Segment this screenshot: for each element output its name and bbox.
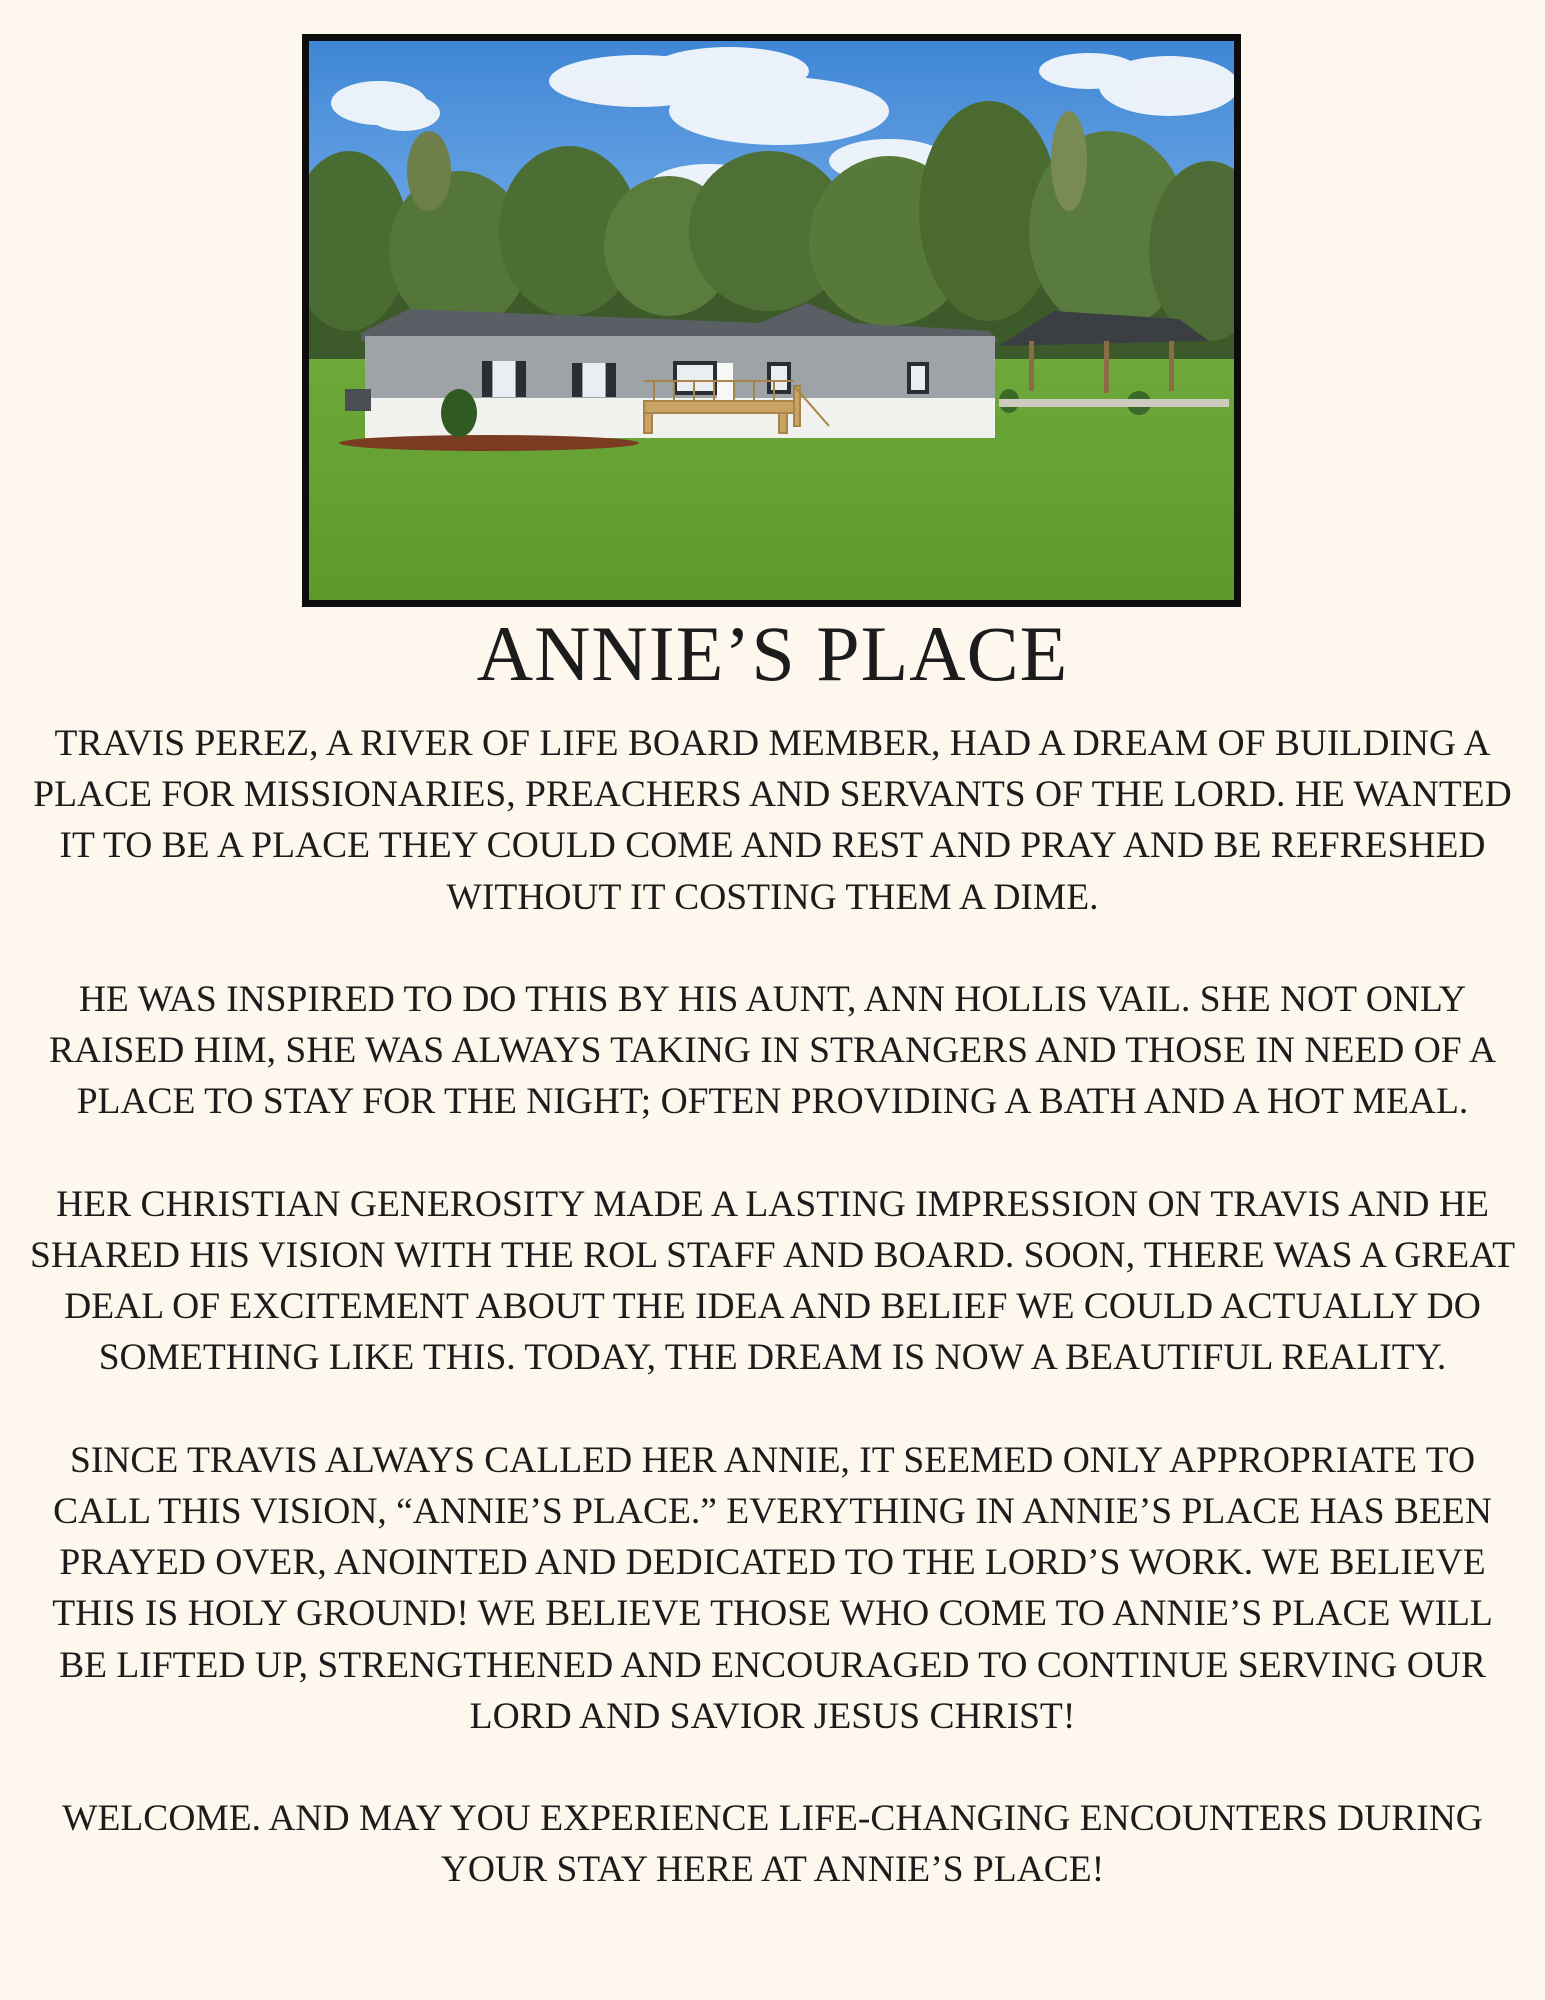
paragraph-inspiration: HE WAS INSPIRED TO DO THIS BY HIS AUNT, ANN HOLLIS VAIL. SHE NOT ONLY RAISED HIM, SHE WAS ALWAYS TAKING IN STRANGERS AND THOSE IN NEED OF A PLACE TO STAY FOR THE NIGHT; OFTEN PROVIDING A BATH AND A HOT MEAL. bbox=[48, 979, 1497, 1123]
paragraph-name: SINCE TRAVIS ALWAYS CALLED HER ANNIE, IT SEEMED ONLY APPROPRIATE TO CALL THIS VISION, “ANNIE’S PLACE.” EVERYTHING IN ANNIE’S PLACE HAS BEEN PRAYED OVER, ANOINTED AND DEDICATED TO THE LORD’S WORK. WE BELIEVE THIS IS HOLY GROUND! WE BELIEVE THOSE WHO COME TO ANNIE’S PLACE WILL BE LIFTED UP, STRENGTHENED AND ENCOURAGED TO CONTINUE SERVING OUR LORD AND SAVIOR JESUS CHRIST! bbox=[52, 1439, 1493, 1737]
house-photo bbox=[302, 34, 1241, 607]
house-photo-illustration bbox=[309, 41, 1234, 600]
paragraph-vision: HER CHRISTIAN GENEROSITY MADE A LASTING IMPRESSION ON TRAVIS AND HE SHARED HIS VISION WITH THE ROL STAFF AND BOARD. SOON, THERE WAS A GREAT DEAL OF EXCITEMENT ABOUT THE IDEA AND BELIEF WE COULD ACTUALLY DO SOMETHING LIKE THIS. TODAY, THE DREAM IS NOW A BEAUTIFUL REALITY. bbox=[30, 1183, 1515, 1379]
story-text bbox=[30, 718, 1515, 1896]
paragraph-welcome: WELCOME. AND MAY YOU EXPERIENCE LIFE-CHANGING ENCOUNTERS DURING YOUR STAY HERE AT ANNIE’S PLACE! bbox=[62, 1798, 1483, 1891]
paragraph-dream: TRAVIS PEREZ, A RIVER OF LIFE BOARD MEMBER, HAD A DREAM OF BUILDING A PLACE FOR MISSIONARIES, PREACHERS AND SERVANTS OF THE LORD. HE WANTED IT TO BE A PLACE THEY COULD COME AND REST AND PRAY AND BE REFRESHED WITHOUT IT COSTING THEM A DIME. bbox=[33, 723, 1512, 918]
page-title: ANNIE’S PLACE bbox=[476, 610, 1069, 697]
